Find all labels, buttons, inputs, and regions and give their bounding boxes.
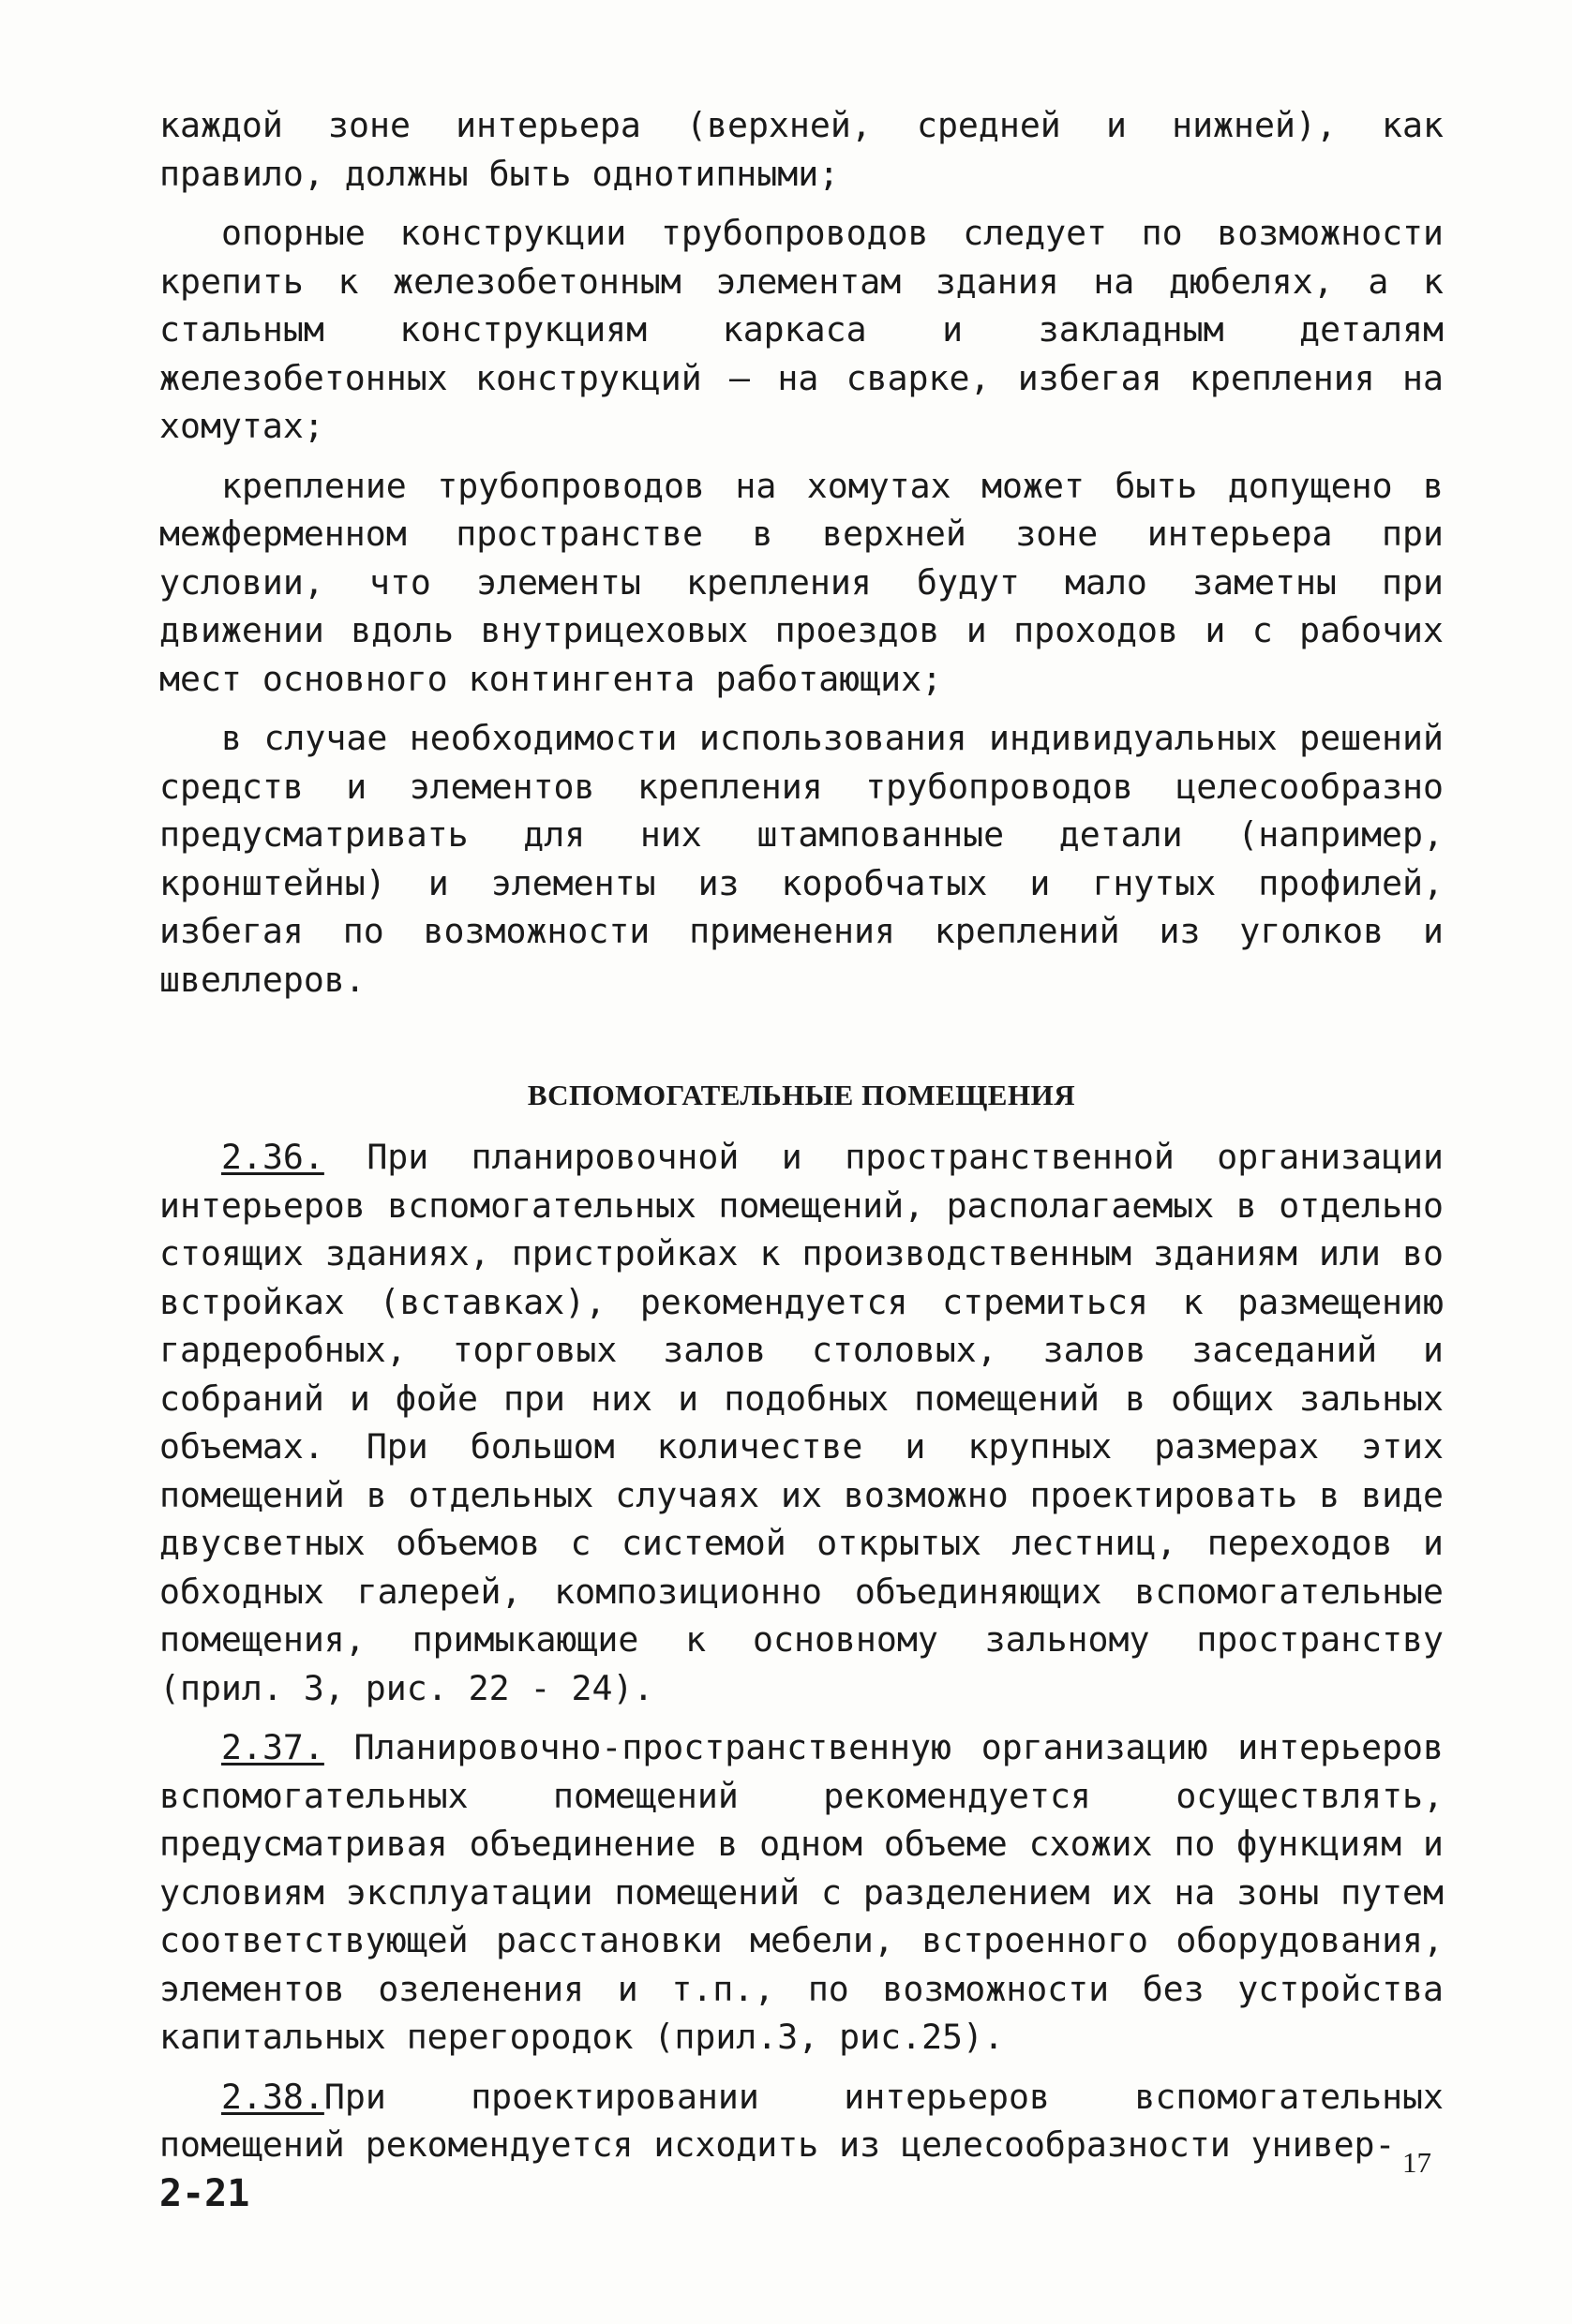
paragraph-individual-solutions: в случае необходимости использования индивидуальных решений средств и элементов крепления трубопроводов целесообразно предусматривать для них штампованные детали (например, кронштейны) и элементы из коробчатых и гнутых профилей, избегая по возможности применения креплений из уголков и швеллеров.	[159, 718, 1444, 1000]
numbered-paragraph-2-36	[159, 1133, 1444, 1712]
numbered-paragraph-2-37	[159, 1723, 1444, 2062]
footer-code: 2-21	[159, 2172, 250, 2215]
paragraph-supports: опорные конструкции трубопроводов следует по возможности крепить к железобетонным элементам здания на дюбелях, а к стальным конструкциям каркаса и закладным деталям железобетонных конструкций – на сварке, избегая крепления на хомутах;	[159, 213, 1444, 446]
paragraph-number: 2.36.	[221, 1137, 324, 1177]
page-number: 17	[1402, 2146, 1431, 2179]
section-heading: ВСПОМОГАТЕЛЬНЫЕ ПОМЕЩЕНИЯ	[527, 1079, 1076, 1111]
page-content	[159, 101, 1444, 2181]
paragraph-clamps: крепление трубопроводов на хомутах может быть допущено в межферменном пространстве в верхней зоне интерьера при условии, что элементы крепления будут мало заметны при движении вдоль внутрицеховых проездов и проходов и с рабочих мест основного контингента работающих;	[159, 465, 1444, 699]
paragraph-body: При проектировании интерьеров вспомогательных помещений рекомендуется исходить из целесообразности универ-	[159, 2076, 1444, 2165]
paragraph-body: При планировочной и пространственной организации интерьеров вспомогательных помещений, располагаемых в отдельно стоящих зданиях, пристройках к производственным зданиям или во встройках (вставках), рекомендуется стремиться к размещению гардеробных, торговых залов столовых, залов заседаний и собраний и фойе при них и подобных помещений в общих зальных объемах. При большом количестве и крупных размерах этих помещений в отдельных случаях их возможно проектировать в виде двусветных объемов с системой открытых лестниц, переходов и обходных галерей, композиционно объединяющих вспомогательные помещения, примыкающие к основному зальному пространству (прил. 3, рис. 22 - 24).	[159, 1137, 1444, 1708]
paragraph-number: 2.38.	[221, 2076, 324, 2117]
paragraph-body: Планировочно-пространственную организацию интерьеров вспомогательных помещений рекомендуется осуществлять, предусматривая объединение в одном объеме схожих по функциям и условиям эксплуатации помещений с разделением их на зоны путем соответствующей расстановки мебели, встроенного оборудования, элементов озеленения и т.п., по возможности без устройства капитальных перегородок (прил.3, рис.25).	[159, 1727, 1444, 2057]
paragraph-number: 2.37.	[221, 1727, 324, 1767]
numbered-paragraph-2-38	[159, 2073, 1444, 2169]
paragraph-continuation: каждой зоне интерьера (верхней, средней и нижней), как правило, должны быть однотипными;	[159, 105, 1444, 194]
